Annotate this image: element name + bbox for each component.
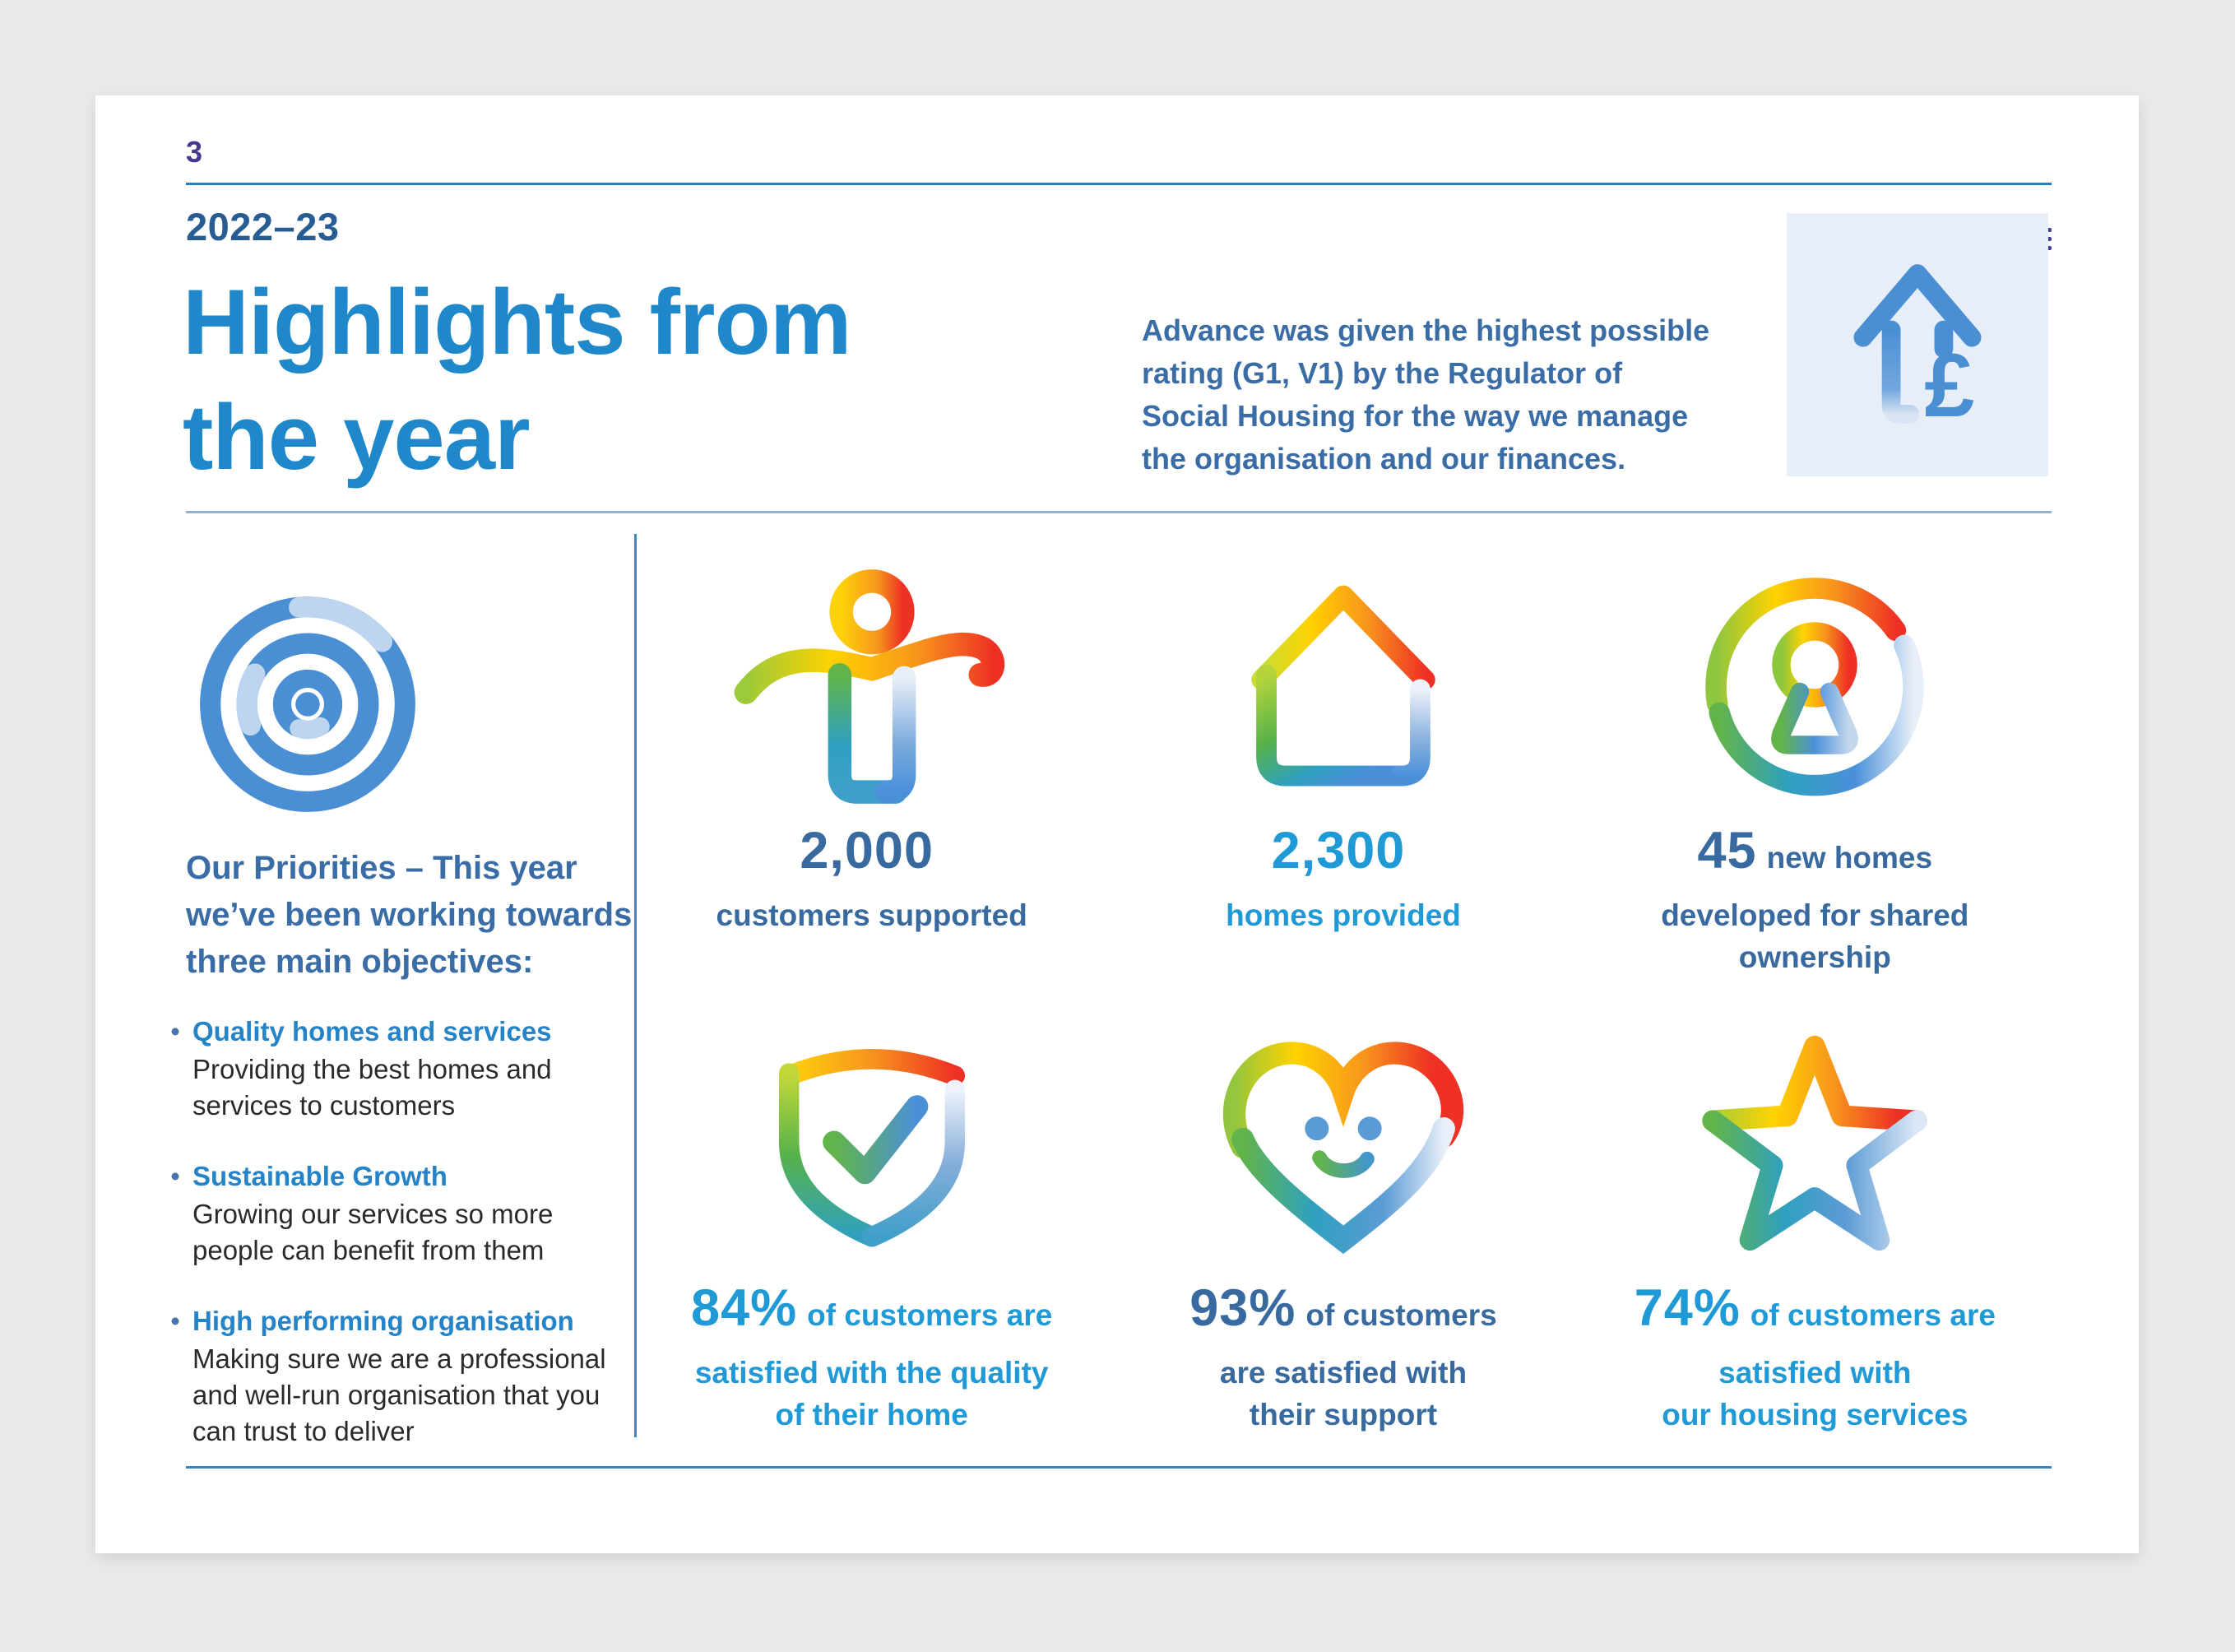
bullet-icon: • <box>170 1306 180 1336</box>
list-item <box>165 1158 638 1269</box>
page-title <box>183 265 851 495</box>
priority-desc-line: Making sure we are a professional <box>192 1343 606 1374</box>
house-icon <box>1223 567 1463 811</box>
stat-label: homes provided <box>1226 898 1461 932</box>
stat-label: are satisfied with <box>1219 1356 1468 1390</box>
pound-symbol: £ <box>1924 335 1975 436</box>
priority-desc-line: Providing the best homes and <box>192 1054 552 1084</box>
stat-customers-supported <box>636 564 1107 1010</box>
stat-homes-provided <box>1107 564 1579 1010</box>
priorities-list <box>165 1014 638 1450</box>
stat-shared-ownership-homes <box>1579 564 2051 1010</box>
header-divider <box>186 183 2052 185</box>
arrow-up-pound-icon <box>1824 249 2011 441</box>
priority-desc-line: services to customers <box>192 1090 456 1121</box>
target-icon <box>186 810 429 824</box>
callout-line: the organisation and our finances. <box>1142 442 1626 476</box>
stat-label: of their home <box>775 1398 968 1432</box>
page-card <box>95 95 2139 1553</box>
stat-label: of customers are <box>1750 1298 1996 1332</box>
priority-desc-line: can trust to deliver <box>192 1416 415 1446</box>
priority-title: Quality homes and services <box>192 1016 552 1046</box>
stat-label: of customers <box>1305 1298 1497 1332</box>
bullet-icon: • <box>170 1161 180 1191</box>
stat-number: 93% <box>1189 1279 1296 1337</box>
priorities-heading-line: Our Priorities – This year <box>186 850 577 886</box>
report-year: 2022–23 <box>186 205 340 248</box>
callout-line: Advance was given the highest possible <box>1142 313 1710 347</box>
stat-label: satisfied with the quality <box>694 1356 1049 1390</box>
priority-desc-line: and well-run organisation that you <box>192 1380 600 1410</box>
page-title-line: Highlights from <box>183 271 851 374</box>
stat-label: their support <box>1249 1398 1438 1432</box>
keyhole-circle-icon <box>1691 564 1938 814</box>
priority-title: Sustainable Growth <box>192 1161 447 1191</box>
stat-label: developed for shared <box>1661 898 1969 932</box>
footer-divider <box>186 1466 2052 1469</box>
heart-smile-icon <box>1211 1023 1476 1270</box>
stat-quality-satisfaction <box>636 1022 1107 1436</box>
stats-grid <box>636 564 2051 1436</box>
stat-number: 2,300 <box>1271 822 1406 879</box>
stat-label: satisfied with <box>1718 1356 1912 1390</box>
stat-number: 2,000 <box>800 822 934 879</box>
priorities-section <box>170 587 638 1484</box>
bullet-icon: • <box>170 1016 180 1046</box>
finance-growth-tile <box>1787 213 2048 476</box>
page-number: 3 <box>186 135 203 169</box>
section-divider <box>186 511 2052 513</box>
shield-check-icon <box>754 1023 990 1270</box>
stat-label: new homes <box>1766 841 1933 875</box>
callout-line: rating (G1, V1) by the Regulator of <box>1142 356 1623 390</box>
stat-support-satisfaction <box>1107 1022 1579 1436</box>
person-open-arms-icon <box>726 569 1018 808</box>
stat-label: ownership <box>1738 940 1891 974</box>
callout-line: Social Housing for the way we manage <box>1142 399 1689 433</box>
priorities-heading-line: we’ve been working towards <box>186 897 633 933</box>
list-item <box>165 1303 638 1450</box>
stat-number: 74% <box>1634 1279 1741 1337</box>
priorities-heading-line: three main objectives: <box>186 944 534 980</box>
stat-label: our housing services <box>1662 1398 1968 1432</box>
stat-number: 84% <box>691 1279 798 1337</box>
stat-label: customers supported <box>716 898 1027 932</box>
list-item <box>165 1014 638 1124</box>
priority-title: High performing organisation <box>192 1306 574 1336</box>
rating-callout <box>1142 309 1849 480</box>
stat-label: of customers are <box>807 1298 1053 1332</box>
stat-housing-services-satisfaction <box>1579 1022 2051 1436</box>
priority-desc-line: Growing our services so more <box>192 1199 554 1229</box>
stat-number: 45 <box>1697 822 1757 879</box>
star-icon <box>1690 1026 1939 1267</box>
priorities-heading <box>186 845 638 986</box>
priority-desc-line: people can benefit from them <box>192 1235 545 1265</box>
page-title-line: the year <box>183 386 530 489</box>
